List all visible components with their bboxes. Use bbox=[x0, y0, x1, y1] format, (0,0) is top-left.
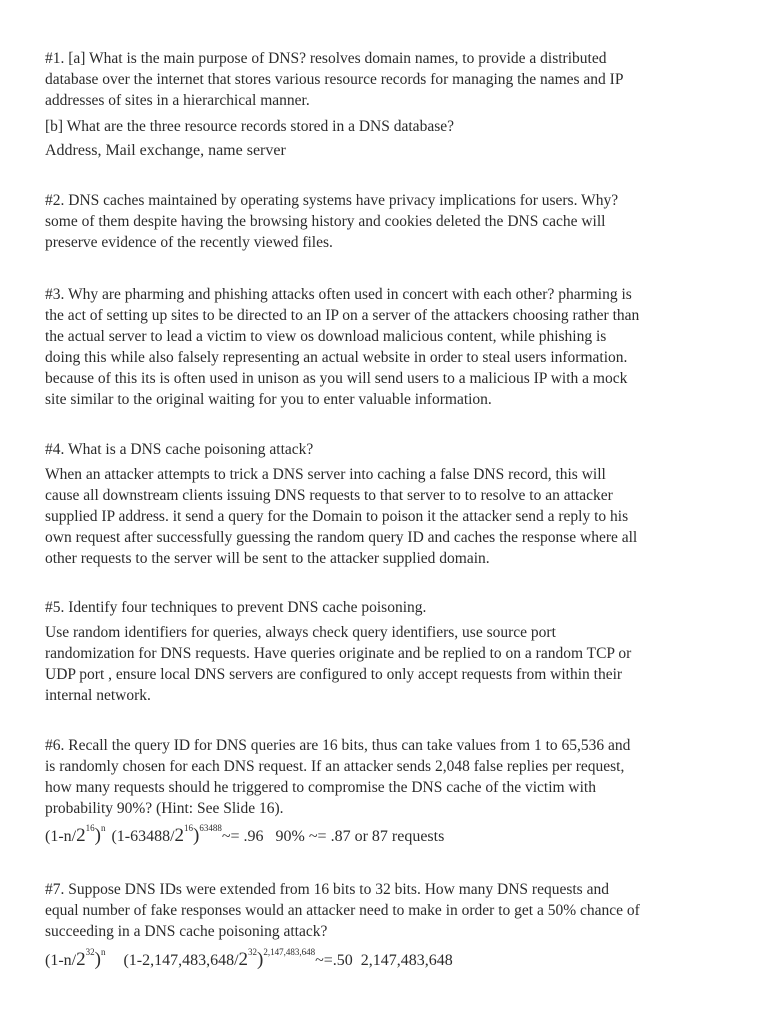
q7-eq-a2: 2 bbox=[76, 949, 86, 970]
q5-line-3: randomization for DNS requests. Have queries originate and be replied to on a random TCP or bbox=[45, 645, 632, 662]
q3-line-3: the actual server to lead a victim to view os download malicious content, while phishing is bbox=[45, 328, 607, 345]
q6-eq-result: ~= .96 90% ~= .87 or 87 requests bbox=[221, 828, 445, 845]
q7-eq-b2: 2 bbox=[238, 949, 249, 970]
q6-eq-a5: n bbox=[100, 823, 106, 833]
q5-line-1: #5. Identify four techniques to prevent DNS cache poisoning. bbox=[45, 599, 427, 616]
q6-eq-b3: 16 bbox=[184, 823, 194, 833]
q3-line-5: because of this its is often used in unison as you will send users to a malicious IP with a mock bbox=[45, 370, 628, 387]
q6-line-3: how many requests should he triggered to compromise the DNS cache of the victim with bbox=[45, 779, 596, 796]
q4-line-1: #4. What is a DNS cache poisoning attack? bbox=[45, 441, 314, 458]
q7-eq-a4: ) bbox=[94, 949, 101, 970]
q2-line-2: some of them despite having the browsing history and cookies deleted the DNS cache will bbox=[45, 213, 606, 230]
q6-eq-a3: 16 bbox=[85, 823, 95, 833]
q7-eq-b5: 2,147,483,648 bbox=[263, 947, 316, 957]
q7-eq-b1: (1-2,147,483,648/ bbox=[123, 952, 239, 969]
q5-line-2: Use random identifiers for queries, always check query identifiers, use source port bbox=[45, 624, 556, 641]
q1-line-2: database over the internet that stores various resource records for managing the names and IP bbox=[45, 71, 624, 88]
q6-equation bbox=[45, 823, 445, 847]
q4-line-6: other requests to the server will be sent to the attacker supplied domain. bbox=[45, 550, 490, 567]
q4-line-2: When an attacker attempts to trick a DNS server into caching a false DNS record, this will bbox=[45, 466, 606, 483]
q1-line-1: #1. [a] What is the main purpose of DNS? resolves domain names, to provide a distributed bbox=[45, 50, 607, 67]
q3-line-1: #3. Why are pharming and phishing attacks often used in concert with each other? pharming is bbox=[45, 286, 632, 303]
q7-equation bbox=[45, 947, 453, 971]
q1-line-3: addresses of sites in a hierarchical manner. bbox=[45, 92, 310, 109]
q4-line-4: supplied IP address. it send a query for the Domain to poison it the attacker send a reply to his bbox=[45, 508, 629, 525]
q7-eq-result: ~=.50 2,147,483,648 bbox=[315, 952, 453, 969]
q3-line-2: the act of setting up sites to be directed to an IP on a server of the attackers choosing rather than bbox=[45, 307, 640, 324]
q6-line-4: probability 90%? (Hint: See Slide 16). bbox=[45, 800, 284, 817]
q2-line-1: #2. DNS caches maintained by operating systems have privacy implications for users. Why? bbox=[45, 192, 619, 209]
q6-eq-b5: 63488 bbox=[199, 823, 222, 833]
q1-answer: Address, Mail exchange, name server bbox=[45, 142, 286, 159]
q3-line-6: site similar to the original waiting for you to enter valuable information. bbox=[45, 391, 492, 408]
q1-line-4: [b] What are the three resource records stored in a DNS database? bbox=[45, 118, 454, 135]
q5-line-4: UDP port , ensure local DNS servers are configured to only accept requests from within their bbox=[45, 666, 623, 683]
q6-line-2: is randomly chosen for each DNS request. If an attacker sends 2,048 false replies per request, bbox=[45, 758, 625, 775]
q7-line-2: equal number of fake responses would an attacker need to make in order to get a 50% chance of bbox=[45, 902, 640, 919]
q7-eq-a1: (1-n/ bbox=[45, 952, 77, 969]
q7-eq-a3: 32 bbox=[85, 947, 95, 957]
q5-line-5: internal network. bbox=[45, 687, 151, 704]
q6-eq-a4: ) bbox=[94, 825, 101, 846]
q6-eq-b4: ) bbox=[193, 825, 200, 846]
q6-eq-a1: (1-n/ bbox=[45, 828, 77, 845]
q2-line-3: preserve evidence of the recently viewed files. bbox=[45, 234, 333, 251]
q3-line-4: doing this while also falsely representing an actual website in order to steal users information. bbox=[45, 349, 628, 366]
q7-eq-b3: 32 bbox=[248, 947, 258, 957]
q7-eq-a5: n bbox=[100, 947, 106, 957]
q7-eq-b4: ) bbox=[257, 949, 264, 970]
q4-line-3: cause all downstream clients issuing DNS requests to that server to to resolve to an attacker bbox=[45, 487, 613, 504]
q6-eq-b1: (1-63488/ bbox=[111, 828, 175, 845]
q7-line-1: #7. Suppose DNS IDs were extended from 16 bits to 32 bits. How many DNS requests and bbox=[45, 881, 609, 898]
q6-line-1: #6. Recall the query ID for DNS queries are 16 bits, thus can take values from 1 to 65,536 and bbox=[45, 737, 631, 754]
q4-line-5: own request after successfully guessing the random query ID and caches the response where all bbox=[45, 529, 638, 546]
q7-line-3: succeeding in a DNS cache poisoning attack? bbox=[45, 923, 328, 940]
q6-eq-a2: 2 bbox=[76, 825, 86, 846]
q6-eq-b2: 2 bbox=[174, 825, 185, 846]
